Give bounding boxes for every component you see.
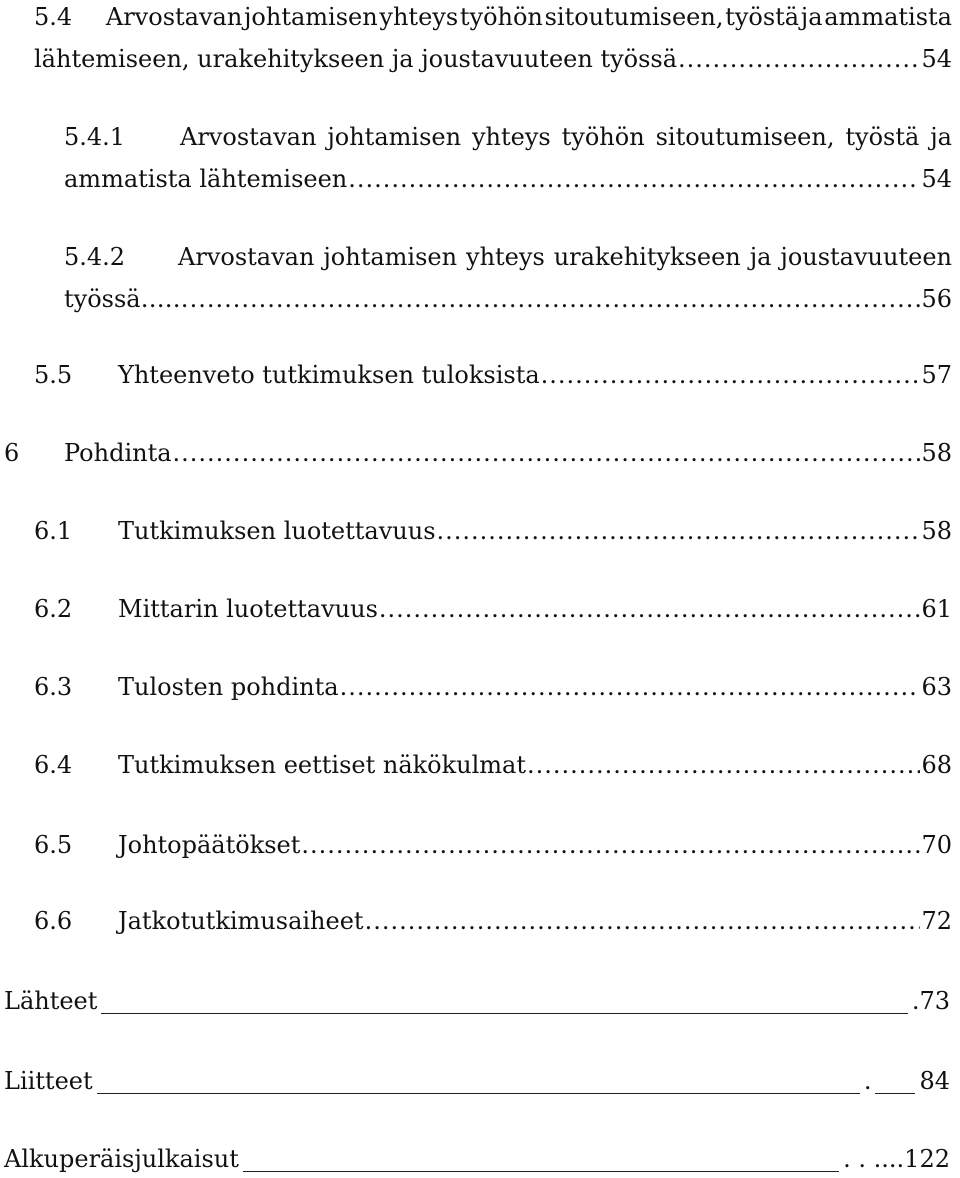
toc-word: työhön [459,3,543,31]
toc-word: yhteys [471,123,551,151]
toc-title: Tutkimuksen luotettavuus [118,517,436,545]
toc-title: Mittarin luotettavuus [118,595,378,623]
toc-number: 6.6 [34,907,73,935]
toc-word: Arvostavan [178,243,315,271]
toc-word: yhteys [379,3,459,31]
toc-leader-dots [379,592,921,626]
toc-entry-6-1[interactable] [34,514,952,548]
toc-word: ja [749,243,772,271]
toc-number: 5.4 [34,3,73,31]
toc-entry-5-4-1-line1 [64,120,952,154]
toc-title: Jatkotutkimusaiheet [118,907,364,935]
toc-number: 6.3 [34,673,73,701]
toc-leader-dots [678,42,920,76]
toc-page-number: .73 [911,987,950,1015]
toc-entry-5-4-2-line2[interactable] [64,282,952,316]
toc-number: 6 [4,439,20,467]
toc-number: 6.4 [34,751,73,779]
toc-word: Arvostavan [105,3,243,31]
toc-entry-5-4-line1 [34,0,952,34]
toc-leader-rule [97,1093,860,1094]
toc-leader-extra: . [863,1067,872,1095]
toc-leader-dots [437,514,921,548]
toc-title: Alkuperäisjulkaisut [4,1145,239,1173]
toc-word: johtamisen [323,243,458,271]
toc-word: ammatista [824,3,952,31]
toc-entry-6-6[interactable] [34,904,952,938]
toc-page-number: 63 [921,673,952,701]
toc-leader-dots [190,282,921,316]
toc-word: johtamisen [327,123,462,151]
toc-leader-extra: . . . [843,1145,882,1173]
toc-word: yhteys [466,243,545,271]
toc-word: työstä [845,123,920,151]
toc-entry-lahteet[interactable] [4,984,950,1018]
toc-number: 6.5 [34,831,73,859]
toc-leader-dots [541,358,921,392]
toc-word: johtamisen [243,3,378,31]
toc-entry-liitteet[interactable] [4,1064,950,1098]
toc-word: ja [800,3,823,31]
toc-title: Liitteet [4,1067,93,1095]
toc-title: Tulosten pohdinta [118,673,339,701]
toc-page-number: 72 [921,907,952,935]
toc-page-number: 68 [921,751,952,779]
toc-leader-dots [301,828,920,862]
toc-number: 5.4.2 [64,243,126,271]
toc-page-number: 57 [921,361,952,389]
toc-page-number: 54 [921,45,952,73]
toc-title: lähtemiseen, urakehitykseen ja joustavuuteen työssä [34,45,678,73]
toc-title: työssä…… [64,285,189,313]
toc-leader-rule [243,1171,839,1172]
toc-number: 6.1 [34,517,73,545]
toc-page-number: 54 [921,165,952,193]
toc-entry-5-4-2-line1 [64,240,952,274]
toc-entry-6-2[interactable] [34,592,952,626]
toc-page-number: 56 [921,285,952,313]
toc-entry-6-3[interactable] [34,670,952,704]
toc-word: Arvostavan [180,123,317,151]
toc-leader-dots [527,748,920,782]
toc-page-number: 61 [921,595,952,623]
toc-number: 5.4.1 [64,123,126,151]
toc-title: Pohdinta [64,439,172,467]
toc-title: ammatista lähtemiseen [64,165,348,193]
toc-title: Tutkimuksen eettiset näkökulmat [118,751,526,779]
toc-leader-dots [348,162,920,196]
toc-title: Lähteet [4,987,98,1015]
toc-word: joustavuuteen [780,243,952,271]
toc-page-number: 70 [921,831,952,859]
toc-entry-alkuperaisjulkaisut[interactable] [4,1142,950,1176]
toc-leader-dots [340,670,921,704]
toc-word: urakehitykseen [553,243,741,271]
toc-leader-rule [101,1013,907,1014]
toc-title: Johtopäätökset [118,831,301,859]
toc-page-number: 84 [919,1067,950,1095]
toc-entry-6[interactable] [4,436,952,470]
toc-entry-5-5[interactable] [34,358,952,392]
toc-entry-5-4-line2[interactable] [34,42,952,76]
toc-page-number: 58 [921,439,952,467]
toc-page-number: 58 [921,517,952,545]
toc-number: 5.5 [34,361,73,389]
toc-word: sitoutumiseen, [655,123,835,151]
toc-leader-rule [875,1093,915,1094]
toc-word: työstä [725,3,800,31]
toc-word: ja [930,123,952,151]
toc-entry-6-5[interactable] [34,828,952,862]
toc-word: työhön [561,123,645,151]
toc-entry-5-4-1-line2[interactable] [64,162,952,196]
toc-entry-6-4[interactable] [34,748,952,782]
toc-leader-dots [173,436,921,470]
toc-title: Yhteenveto tutkimuksen tuloksista [118,361,540,389]
toc-leader-dots [365,904,921,938]
toc-page-number: ...122 [881,1145,950,1173]
toc-number: 6.2 [34,595,73,623]
toc-word: sitoutumiseen, [544,3,724,31]
